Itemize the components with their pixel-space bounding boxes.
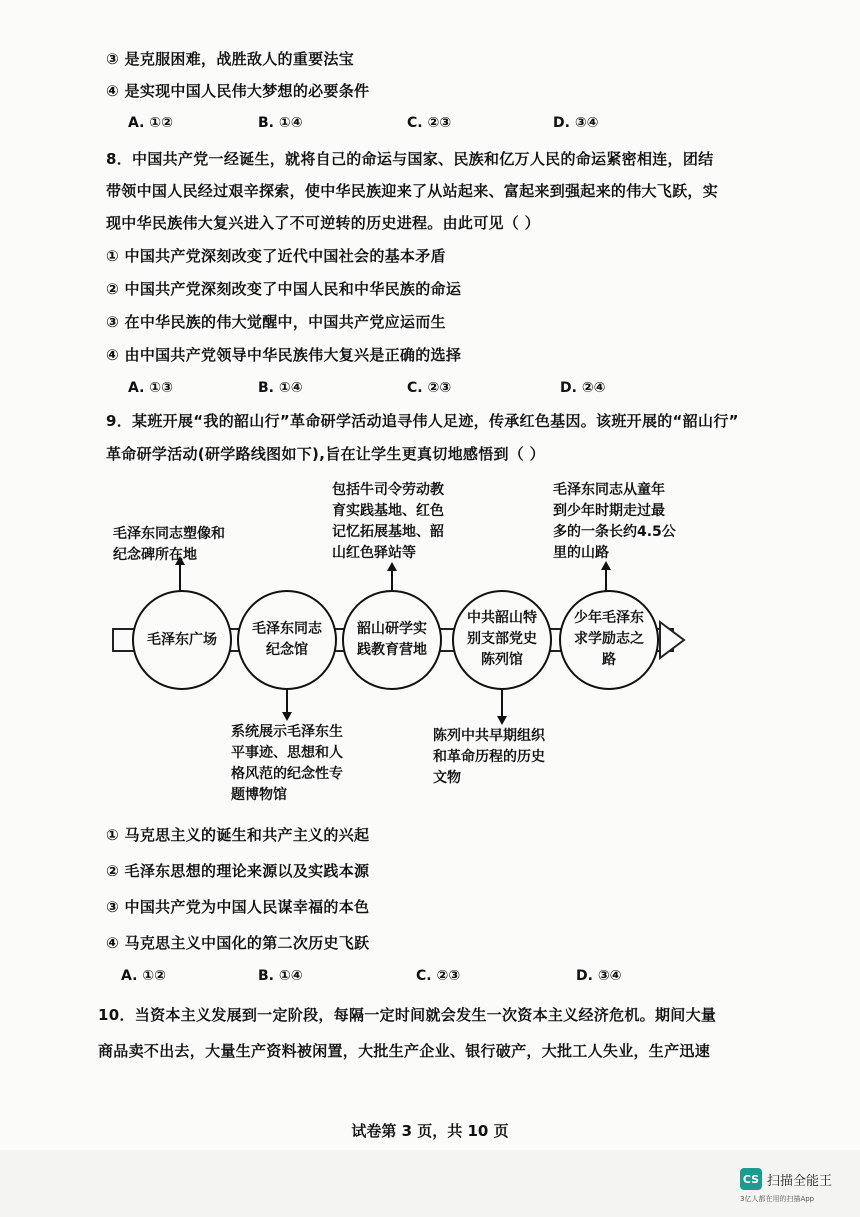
q10-stem-line-2: 商品卖不出去，大量生产资料被闲置，大批生产企业、银行破产，大批工人失业，生产迅速 <box>98 1042 711 1060</box>
page-footer: 试卷第 3 页，共 10 页 <box>351 1122 509 1140</box>
note-above-5: 毛泽东同志从童年 到少年时期走过最 多的一条长约4.5公 里的山路 <box>553 482 676 561</box>
q8-item-4: ④ 由中国共产党领导中华民族伟大复兴是正确的选择 <box>106 346 462 364</box>
q9-item-3: ③ 中国共产党为中国人民谋幸福的本色 <box>106 898 370 916</box>
q7-option-a: A. ①② <box>128 115 173 131</box>
note-below-4: 陈列中共早期组织 和革命历程的历史 文物 <box>433 728 545 786</box>
brand-tagline: 3亿人都在用的扫描App <box>740 1195 815 1203</box>
q9-item-1: ① 马克思主义的诞生和共产主义的兴起 <box>106 826 370 844</box>
note-below-2: 系统展示毛泽东生 平事迹、思想和人 格风范的纪念性专 题博物馆 <box>231 724 343 803</box>
q9-item-2: ② 毛泽东思想的理论来源以及实践本源 <box>106 862 370 880</box>
q7-item-4: ④ 是实现中国人民伟大梦想的必要条件 <box>106 82 370 100</box>
q8-item-1: ① 中国共产党深刻改变了近代中国社会的基本矛盾 <box>106 247 446 265</box>
q10-stem-line-1: 10．当资本主义发展到一定阶段，每隔一定时间就会发生一次资本主义经济危机。期间大量 <box>98 1006 717 1024</box>
brand-name: 扫描全能王 <box>767 1173 833 1189</box>
route-arrow-head <box>660 622 684 658</box>
q8-option-b: B. ①④ <box>258 380 303 396</box>
q8-stem-line-2: 带领中国人民经过艰辛探索，使中华民族迎来了从站起来、富起来到强起来的伟大飞跃，实 <box>106 182 719 200</box>
note-above-3: 包括牛司令劳动教 育实践基地、红色 记忆拓展基地、韶 山红色驿站等 <box>332 482 444 561</box>
q9-option-a: A. ①② <box>121 968 166 984</box>
q8-option-d: D. ②④ <box>560 380 606 396</box>
q7-option-c: C. ②③ <box>407 115 452 131</box>
q9-option-b: B. ①④ <box>258 968 303 984</box>
q8-option-c: C. ②③ <box>407 380 452 396</box>
q7-item-3: ③ 是克服困难，战胜敌人的重要法宝 <box>106 50 355 68</box>
q9-option-d: D. ③④ <box>576 968 622 984</box>
q8-stem-line-3: 现中华民族伟大复兴进入了不可逆转的历史进程。由此可见（ ） <box>106 214 540 232</box>
scanner-brand <box>740 1168 832 1190</box>
q7-option-d: D. ③④ <box>553 115 599 131</box>
q9-stem-line-2: 革命研学活动(研学路线图如下),旨在让学生更真切地感悟到（ ） <box>106 445 545 463</box>
q8-stem-line-1: 8．中国共产党一经诞生，就将自己的命运与国家、民族和亿万人民的命运紧密相连，团结 <box>106 150 714 168</box>
q9-stem-line-1: 9．某班开展“我的韶山行”革命研学活动追寻伟人足迹，传承红色基因。该班开展的“韶山行” <box>106 412 739 430</box>
arrow-down-4-head <box>497 716 507 725</box>
note-above-1: 毛泽东同志塑像和 纪念碑所在地 <box>113 526 225 563</box>
station-label-1: 毛泽东广场 <box>147 632 217 648</box>
q9-item-4: ④ 马克思主义中国化的第二次历史飞跃 <box>106 934 370 952</box>
q9-option-c: C. ②③ <box>416 968 461 984</box>
q7-option-b: B. ①④ <box>258 115 303 131</box>
station-label-4: 中共韶山特 别支部党史 陈列馆 <box>467 610 537 668</box>
station-label-3: 韶山研学实 践教育营地 <box>357 621 427 658</box>
station-label-2: 毛泽东同志 纪念馆 <box>252 621 322 658</box>
q8-option-a: A. ①③ <box>128 380 173 396</box>
camscanner-logo-icon: CS <box>740 1168 762 1190</box>
q8-item-2: ② 中国共产党深刻改变了中国人民和中华民族的命运 <box>106 280 462 298</box>
station-label-5: 少年毛泽东 求学励志之 路 <box>574 610 644 668</box>
arrow-down-2-head <box>282 712 292 721</box>
q8-item-3: ③ 在中华民族的伟大觉醒中，中国共产党应运而生 <box>106 313 446 331</box>
